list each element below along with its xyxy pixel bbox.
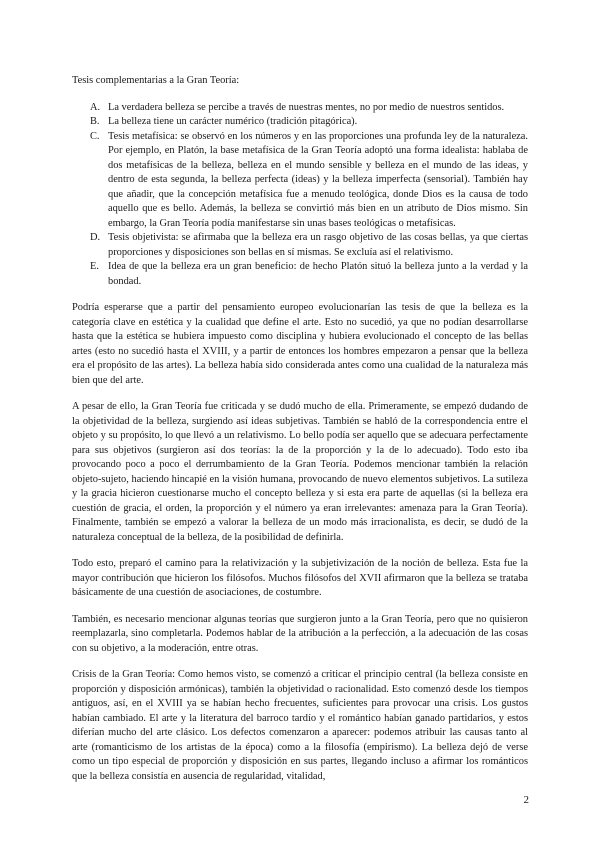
body-paragraph: Podría esperarse que a partir del pensamiento europeo evolucionarían las tesis de que la belleza es la categoría clave en estética y la cualidad que define el arte. Esto no sucedió, ya que no podían desarrollarse hasta que la estética se hubiera impuesto como disciplina y hubiera evolucionado el concepto de las bellas artes (esto no sucedió hasta el XVIII, y a partir de entonces los hombres empezaron a pensar que la belleza era el propósito de las artes). La belleza había sido considerada antes como una cualidad de la naturaleza más bien que del arte. [72,302,528,386]
list-marker: A. [90,101,101,113]
theses-heading: Tesis complementarias a la Gran Teoría: [72,75,240,86]
thesis-item [72,115,528,130]
thesis-text: La belleza tiene un carácter numérico (tradición pitagórica). [108,116,358,127]
thesis-item [72,231,528,260]
theses-list [72,101,528,290]
thesis-text: La verdadera belleza se percibe a través de nuestras mentes, no por medio de nuestros sentidos. [108,101,505,113]
document-page [72,74,528,796]
body-paragraph: Todo esto, preparó el camino para la relativización y la subjetivización de la noción de belleza. Esta fue la mayor contribución que hicieron los filósofos. Muchos filósofos del XVII afirmaron que la belleza se trataba básicamente de una cuestión de asociaciones, de costumbre. [72,558,528,598]
thesis-item [72,260,528,289]
body-paragraph: También, es necesario mencionar algunas teorías que surgieron junto a la Gran Teoría, pero que no quisieron reemplazarla, sino completarla. Podemos hablar de la atribución a la perfección, a la adecuación de las cosas con su objetivo, a la moderación, entre otras. [72,613,528,654]
page-number: 2 [523,794,529,806]
list-marker: B. [90,116,100,127]
thesis-text: Idea de que la belleza era un gran beneficio: de hecho Platón situó la belleza junto a la verdad y la bondad. [108,261,528,287]
list-marker: C. [90,130,100,142]
thesis-text: Tesis objetivista: se afirmaba que la belleza era un rasgo objetivo de las cosas bellas, ya que ciertas proporciones y disposiciones son bellas en sí mismas. Se excluía así el relativismo. [108,232,528,258]
list-marker: D. [90,232,101,243]
thesis-text: Tesis metafísica: se observó en los números y en las proporciones una profunda ley de la naturaleza. Por ejemplo, en Platón, la base metafísica de la Gran Teoría adoptó una forma idealista: hablaba de dos metafísicas de la belleza, belleza en el mundo sensible y belleza en el mundo de las ideas, y dentro de esta segunda, la belleza perfecta (ideas) y la belleza imperfecta (sensorial). También hay que añadir, que la concepción metafísica fue a menudo teológica, donde Dios es la causa de todo aquello que es bello. Además, la belleza se convirtió más bien en un atributo de Dios mismo. Sin embargo, la Gran Teoría podía manifestarse sin unas bases teológicas o metafísicas. [108,130,528,229]
body-paragraph: A pesar de ello, la Gran Teoría fue criticada y se dudó mucho de ella. Primeramente, se empezó dudando de la objetividad de la belleza, surgiendo así ideas subjetivas. También se habló de la correspondencia entre el objeto y su propósito, lo que llevó a un relativismo. Lo bello podía ser aquello que se adecuara perfectamente para sus objetivos (surgieron así dos teorías: la de la proporción y la de lo adecuado). Todo esto iba provocando poco a poco el derrumbamiento de la Gran Teoría. Podemos mencionar también la relación objeto-sujeto, haciendo hincapié en la visión humana, provocando de nuevo elementos subjetivos. La sutileza y la gracia hicieron cuestionarse mucho el concepto belleza y si esta era parte de aquellas (si la belleza era cuestión de gracia, el orden, la proporción y el número ya eran irrelevantes: amenaza para la Gran Teoría). Finalmente, también se empezó a valorar la belleza de un modo más irracionalista, es decir, se dudó de la naturaleza conceptual de la belleza, de la posibilidad de definirla. [72,401,528,543]
list-marker: E. [90,261,99,272]
thesis-item [72,130,528,232]
body-paragraph: Crisis de la Gran Teoría: Como hemos visto, se comenzó a criticar el principio central (la belleza consiste en proporción y disposición armónicas), también la objetividad o racionalidad. Esto comenzó desde los tiempos antiguos, así, en el XVIII ya se habían hecho frecuentes, suficientes para provocar una crisis. Los gustos habían cambiado. El arte y la literatura del barroco tardío y el romántico habían ganado partidarios, y estos diferían mucho del arte clásico. Los defectos comenzaron a aparecer: podemos atribuir las causas tanto al arte (romanticismo de los artistas de la época) como a la filosofía (empirismo). La belleza dejó de verse como un tipo especial de proporción y disposición en sus partes, llegando incluso a afirmar los románticos que la belleza consistía en ausencia de regularidad, vitalidad, [72,669,528,782]
thesis-item [72,101,528,116]
